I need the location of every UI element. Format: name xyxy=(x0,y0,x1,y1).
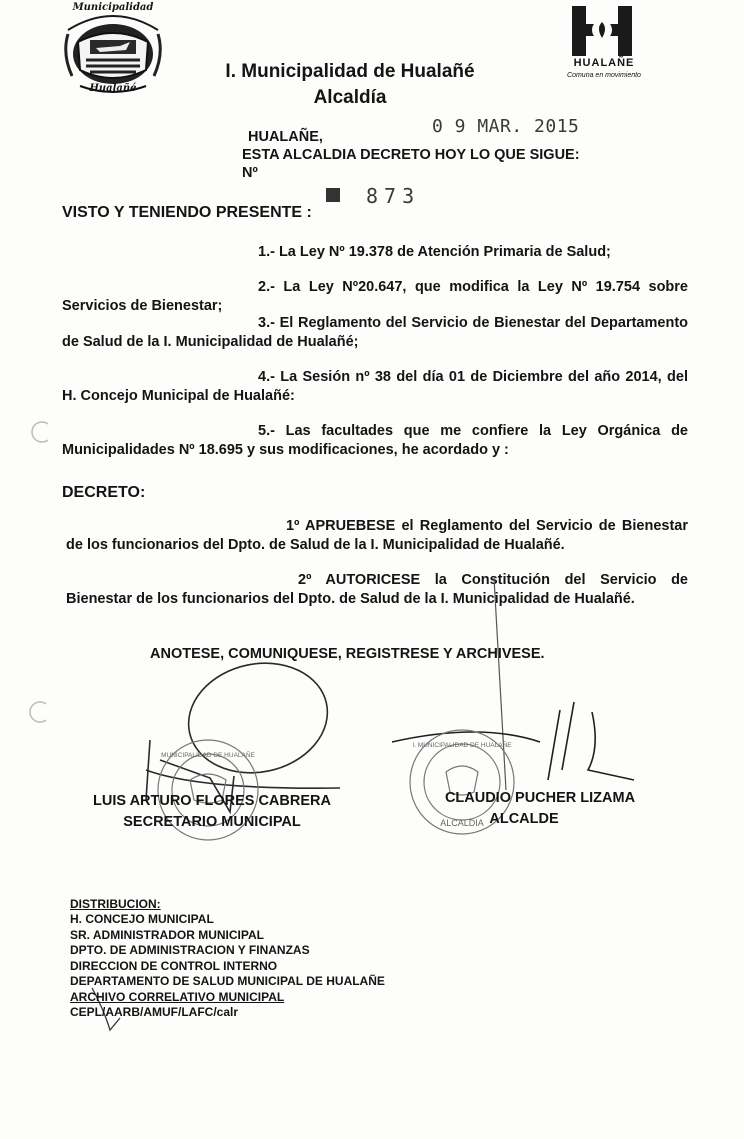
visto-item-5: 5.- Las facultades que me confiere la Ley Orgánica de Municipalidades Nº 18.695 y sus modificaciones, he acordado y : xyxy=(62,423,688,458)
mayor-seal-text: I. MUNICIPALIDAD DE HUALAÑE xyxy=(412,742,512,749)
brand-logo-tagline: Comuna en movimiento xyxy=(567,72,641,79)
visto-item-3: 3.- El Reglamento del Servicio de Bienestar del Departamento de Salud de la I. Municipalidad de Hualañé; xyxy=(62,315,688,350)
municipal-coat-of-arms xyxy=(60,4,166,96)
visto-item-1: 1.- La Ley Nº 19.378 de Atención Primaria de Salud; xyxy=(258,244,611,260)
page-subtitle: Alcaldía xyxy=(313,87,387,108)
decree-number-stamp: 873 xyxy=(366,184,421,208)
secretary-role: SECRETARIO MUNICIPAL xyxy=(123,814,301,830)
date-stamp: 0 9 MAR. 2015 xyxy=(432,116,580,137)
visto-heading: VISTO Y TENIENDO PRESENTE : xyxy=(62,204,312,221)
distribution-item: DEPARTAMENTO DE SALUD MUNICIPAL DE HUALAÑE xyxy=(70,974,385,988)
distribution-item: DIRECCION DE CONTROL INTERNO xyxy=(70,958,278,973)
distribution-item: H. CONCEJO MUNICIPAL xyxy=(70,912,214,926)
visto-item-4: 4.- La Sesión nº 38 del día 01 de Diciembre del año 2014, del H. Concejo Municipal de Hualañé: xyxy=(62,369,688,404)
visto-item-2: 2.- La Ley Nº20.647, que modifica la Ley Nº 19.754 sobre Servicios de Bienestar; xyxy=(62,279,688,314)
secretary-signature xyxy=(146,651,340,812)
coat-of-arms-top-text: Municipalidad xyxy=(72,2,154,13)
mayor-role: ALCALDE xyxy=(489,811,559,827)
distribution-heading: DISTRIBUCION: xyxy=(70,897,161,911)
intro-number-label: Nº xyxy=(242,165,258,181)
intro-city: HUALAÑE, xyxy=(248,129,323,145)
secretary-seal-text: MUNICIPALIDAD DE HUALAÑE xyxy=(161,752,255,759)
distribution-item: SR. ADMINISTRADOR MUNICIPAL xyxy=(70,927,264,942)
decreto-heading: DECRETO: xyxy=(62,484,146,501)
distribution-list xyxy=(70,912,385,1021)
distribution-item: DPTO. DE ADMINISTRACION Y FINANZAS xyxy=(70,943,310,957)
distribution-item: ARCHIVO CORRELATIVO MUNICIPAL xyxy=(70,989,285,1004)
coat-of-arms-bottom-text: Hualañé xyxy=(89,83,137,94)
brand-logo-name: HUALAÑE xyxy=(573,57,635,69)
secretary-name: LUIS ARTURO FLORES CABRERA xyxy=(93,793,331,809)
page-title: I. Municipalidad de Hualañé xyxy=(225,61,475,82)
hualane-brand-logo xyxy=(568,6,640,84)
stamp-mark xyxy=(326,188,340,202)
closing-line: ANOTESE, COMUNIQUESE, REGISTRESE Y ARCHIVESE. xyxy=(150,646,545,662)
mayor-signature xyxy=(392,702,634,780)
distribution-item: CEPL/AARB/AMUF/LAFC/calr xyxy=(70,1005,239,1019)
mayor-name: CLAUDIO PUCHER LIZAMA xyxy=(444,790,636,806)
decreto-item-2: 2º AUTORICESE la Constitución del Servicio de Bienestar de los funcionarios del Dpto. de Salud de la I. Municipalidad de Hualañé. xyxy=(66,572,688,607)
mayor-seal-bottom: ALCALDIA xyxy=(440,818,484,828)
decreto-item-1: 1º APRUEBESE el Reglamento del Servicio de Bienestar de los funcionarios del Dpto. de Salud de la I. Municipalidad de Hualañé. xyxy=(66,518,688,553)
intro-line: ESTA ALCALDIA DECRETO HOY LO QUE SIGUE: xyxy=(242,147,580,163)
